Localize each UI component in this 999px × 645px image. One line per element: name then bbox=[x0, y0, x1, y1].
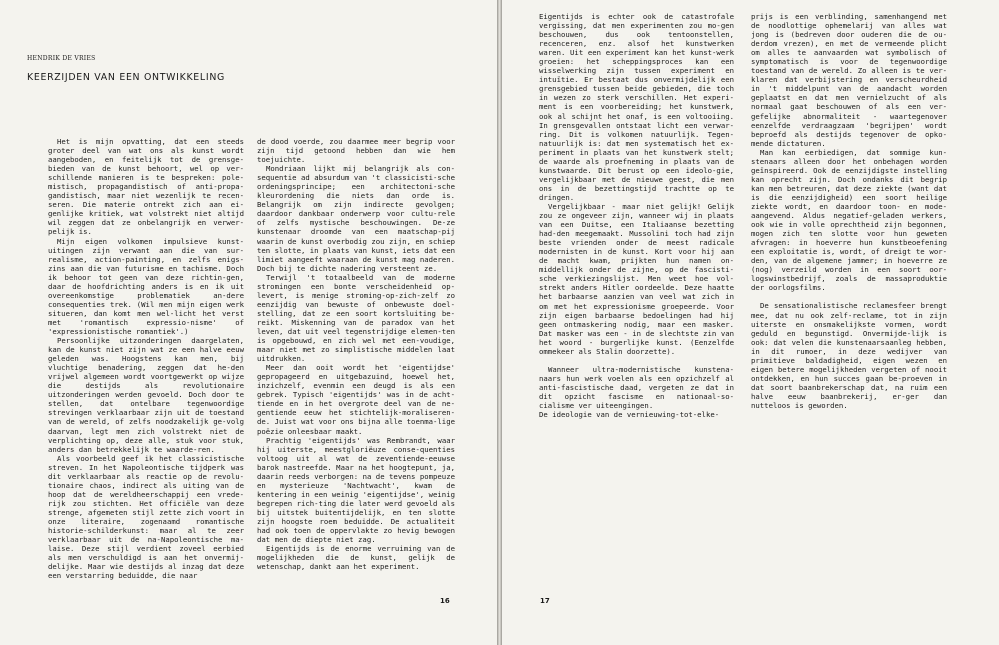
right-page-column-2 bbox=[751, 12, 947, 410]
paragraph: Het is mijn opvatting, dat een steeds groter deel van wat ons als kunst wordt aangeboden, en feitelijk tot de grensge-bieden van de kunst behoort, wel op ver-schillende manieren is te bespreken: pole-mistisch, propagandistisch of anti-propa-gandistisch, maar niet wezenlijk te recen-seren. Die materie ontrekt zich aan ei-genlijke kritiek, wat volstrekt niet altijd wil zeggen dat ze onbelangrijk en verwer-pelijk is. bbox=[48, 137, 244, 237]
page-number: 17 bbox=[540, 597, 550, 605]
article-title: KEERZIJDEN VAN EEN ONTWIKKELING bbox=[27, 72, 225, 83]
paragraph: De ideologie van de vernieuwing-tot-elke- bbox=[539, 410, 720, 420]
paragraph: Eigentijds is echter ook de catastrofale vergissing, dat men experimenten zou mo-gen beschouwen, dus ook tentoonstellen, recenceren, enz. alsof het kunstwerken waren. Uit een experiment kan het kunst-werk groeien: het scheppingsproces kan een wisselwerking zijn tussen experiment en intuïtie. Er bestaat dus onvermijdelijk een grensgebied tussen beide gebieden, die toch in wezen zo sterk verschillen. Het experi-ment is een voorbereiding; het kunstwerk, ook al schijnt het onaf, is een voltooiing. In grensgevallen ontstaat licht een verwar-ring. Dit is volkomen natuurlijk. Tegen-natuurlijk is: dat men systematisch het ex-periment in plaats van het kunstwerk stelt; de waarde als proefneming in plaats van de kunstwaarde. Dit berust op een ideolo-gie, vergelijkbaar met de nieuwe geest, die men ons in de bezettingstijd trachtte op te dringen. bbox=[539, 12, 734, 202]
paragraph: Wanneer ultra-modernistische kunstena-naars hun werk voelen als een opzichzelf al anti-fascistische daad, vergeten ze dat in dit opzicht fascisme en nationaal-so-cialisme ver uiteengingen. bbox=[539, 364, 734, 410]
left-page bbox=[0, 0, 497, 645]
paragraph: Eigentijds is de enorme verruiming van de mogelijkheden die de kunst, gelijk de wetenschap, dankt aan het experiment. bbox=[257, 544, 455, 572]
paragraph: Als voorbeeld geef ik het classicistische streven. In het Napoleontische tijdperk was dit verklaarbaar als reactie op de revolu-tionaire chaos, indirect als uiting van de hoop dat de wereldheerschappij een vrede-rijk zou stichten. Het officiële van deze strenge, afgemeten stijl zette zich voort in onze literaire, zogenaamd romantische historie-schilderkunst: maar al te zeer verklaarbaar uit de na-Napoleontische ma-laise. Deze stijl verdient zoveel eerbied als men verschuldigd is aan het onvermij-delijke. Maar wie destijds al inzag dat deze een verstarring beduidde, die naar bbox=[48, 453, 244, 581]
right-page-column-1 bbox=[539, 12, 734, 419]
page-number: 16 bbox=[440, 597, 450, 605]
paragraph: de dood voerde, zou daarmee meer begrip voor zijn tijd getoond hebben dan wie hem toejuichte. bbox=[257, 137, 455, 165]
paragraph: Vergelijkbaar - maar niet gelijk! Gelijk zou ze ongeveer zijn, wanneer wij in plaats van een Duitse, een Italiaanse bezetting had-den meegemaakt. Mussolini toch had zijn beste vrienden onder de meest radicale modernisten in de kunst. Kort voor hij aan de macht kwam, prijkten hun namen on-middellijk onder de zijne, op de fascisti-sche verkiezingslijst. Men weet hoe vol-strekt anders Hitler oordeelde. Deze haatte het barbaarse aanzien van veel wat zich in om met het expressionisme groepeerde. Voor zijn eigen barbaarse bedoelingen had hij geen ontmaskering nodig, maar een masker. Dat masker was een - in de slechtste zin van het woord - burgerlijke kunst. (Eenzelfde ommekeer als Stalin doorzette). bbox=[539, 201, 734, 356]
paragraph: Terwijl 't totaalbeeld van de moderne stromingen een bonte verscheidenheid op-levert, is menige stroming-op-zich-zelf zo eenzijdig van bewuste of onbewuste doel-stelling, dat ze een soort kortsluiting be-reikt. Miskenning van de paradox van het leven, dat uit veel tegenstrijdige elemen-ten is opgebouwd, en zich wel met een-voudige, maar niet met zo simplistische middelen laat uitdrukken. bbox=[257, 272, 455, 364]
left-page-column-1 bbox=[48, 137, 244, 580]
paragraph: Meer dan ooit wordt het 'eigentijdse' gepropageerd en uitgebazuind, hoewel het, inzichzelf, evenmin een deugd is als een gebrek. Typisch 'eigentijds' was in de acht-tiende en in het overgrote deel van de ne-gentiende eeuw het stichtelijk-moraliseren-de. Juist wat voor ons bijna alle toenma-lige poëzie onleesbaar maakt. bbox=[257, 363, 455, 436]
left-page-column-2 bbox=[257, 137, 455, 571]
paragraph: Mijn eigen volkomen impulsieve kunst-uitingen zijn verwant aan die van sur-realisme, action-painting, en zelfs enigs-zins aan die van futurisme en tachisme. Doch ik behoor tot geen van deze richtin-gen, daar de hoofdrichting anders is en ik uit overeenkomstige problematiek an-dere consequenties trek. (Wil men mijn eigen werk situeren, dan komt men wel-licht het verst met 'romantisch expressio-nisme' of 'expressionistische romantiek'.) bbox=[48, 236, 244, 336]
paragraph: Persoonlijke uitzonderingen daargelaten, kan de kunst niet zijn wat ze een halve eeuw geleden was. Hoogstens kan men, bij vluchtige benadering, zeggen dat he-den vrijwel algemeen wordt voortgewerkt op wijze die destijds als revolutionaire uitzonderingen werden gevoeld. Doch door te stellen, dat ontelbare tegenwoordige strevingen verklaarbaar zijn uit de toestand van de wereld, of zelfs noodzakelijk ge-volg daarvan, legt men zich volstrekt niet de verplichting op, deze alle, stuk voor stuk, anders dan betrekkelijk te waarde-ren. bbox=[48, 336, 244, 454]
paragraph: Man kan eerbiedigen, dat sommige kun-stenaars alleen door het onbehagen worden geïnspireerd. Ook de eenzijdigste instelling kan oprecht zijn. Doch ondanks dit begrip kan men betreuren, dat deze ziekte (want dat is die eenzijdigheid) een soort heilige ziekte wordt, en daardoor toon- en mode-aangevend. Aldus negatief-geladen werkers, ook wie in volle oprechtheid zijn begonnen, mogen zich ten slotte voor hun geweten afvragen: in hoeverre hun kunstbeoefening een exploitatie is, wordt, of dreigt te wor-den, van de algemene jammer; in hoeverre ze (nog) verzeild worden in een soort oor-logswinstbedrijf, zoals de massaproduktie der oorlogsfilms. bbox=[751, 147, 947, 293]
right-page bbox=[502, 0, 999, 645]
paragraph: Mondriaan lijkt mij belangrijk als con-sequentie ad absurdum van 't classicisti-sche ordeningsprincipe; een architectoni-sche kleurordening die niets dan orde is. Belangrijk om zijn indirecte gevolgen; daardoor dankbaar onderwerp voor cultu-rele of zelfs mystische beschouwingen. De-ze kunstenaar droomde van een maatschap-pij waarin de kunst overbodig zou zijn, en schiep ten slotte, in plaats van kunst, iets dat een limiet aangeeft waaraan de kunst mag naderen. Doch bij te dichte nadering versteent ze. bbox=[257, 164, 455, 273]
running-head: HENDRIK DE VRIES bbox=[27, 55, 96, 62]
paragraph: Prachtig 'eigentijds' was Rembrandt, waar hij uiterste, meestgloriëuze conse-quenties voltoog uit al wat de zeventiende-eeuwse barok nastreefde. Maar na het hoogtepunt, ja, daarin reeds verborgen: na de tevens pompeuze en mysterieuze 'Nachtwacht', kwam de kentering in een weinig 'eigentijdse', weinig begrepen rich-ting die later werd gevoeld als bij uitstek buitentijdelijk, en ten slotte zijn hoogste roem beduidde. De actualiteit had ook toen de oppervlakte zo hevig bewogen dat men de diepte niet zag. bbox=[257, 435, 455, 545]
paragraph: De sensationalistische reclamesfeer brengt mee, dat nu ook zelf-reclame, tot in zijn uiterste en onsmakelijkste vormen, wordt geduld en begunstigd. Onvermijde-lijk is ook: dat velen die kunstenaarsaanleg hebben, in dit rumoer, in deze wedijver van primitieve baldadigheid, eigen wezen en eigen betere mogelijkheden vergeten of nooit ontdekken, en hun succes gaan be-proeven in dat soort baanbrekerschap dat, na ruim een halve eeuw baanbrekerij, er-ger dan nutteloos is geworden. bbox=[751, 301, 947, 410]
paragraph: prijs is een verblinding, samenhangend met de noodlottige ophemelarij van alles wat jong is (bedreven door ouderen die de ou-derdom vrezen), en met de vermeende plicht om alles te aanvaarden wat symbolisch of symptomatisch is voor de tegenwoordige toestand van de wereld. Zo alleen is te ver-klaren dat verbijstering en verscheurdheid in 't middelpunt van de aandacht worden geplaatst en dat men vernielzucht of als normaal gaat beschouwen of als een ver-gefelijke abnormaliteit - waartegenover eenzelfde verdraagzaam 'begrijpen' wordt beproefd als destijds tegenover de opko-mende dictaturen. bbox=[751, 12, 947, 148]
